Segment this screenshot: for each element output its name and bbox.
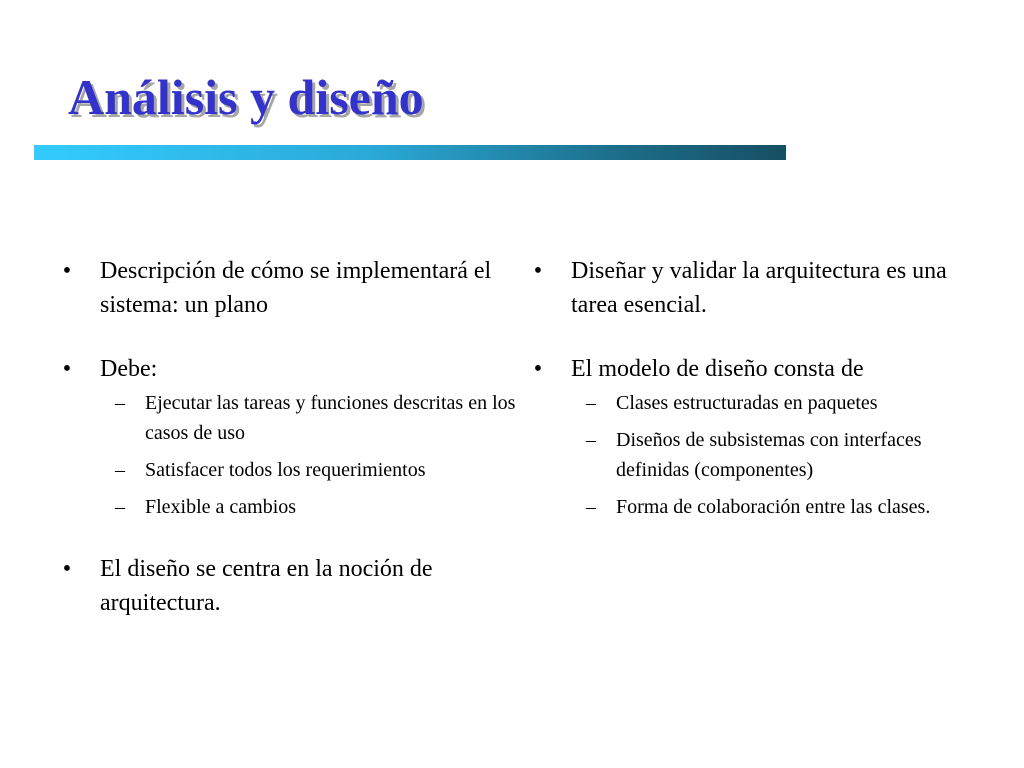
dash-icon: – bbox=[586, 392, 596, 414]
sub-bullet-item bbox=[571, 388, 968, 418]
sub-bullet-text: Ejecutar las tareas y funciones descritas en los casos de uso bbox=[145, 392, 516, 444]
bullet-icon: • bbox=[533, 258, 543, 284]
sub-bullet-item bbox=[571, 492, 968, 522]
bullet-item bbox=[528, 352, 968, 522]
sub-bullet-text: Satisfacer todos los requerimientos bbox=[145, 459, 426, 481]
slide-title: Análisis y diseño bbox=[68, 69, 424, 125]
sub-bullet-list bbox=[571, 388, 968, 522]
bullet-icon: • bbox=[62, 556, 72, 582]
title-underline-bar bbox=[34, 145, 786, 160]
dash-icon: – bbox=[586, 496, 596, 518]
bullet-text: Descripción de cómo se implementará el sistema: un plano bbox=[100, 258, 492, 318]
bullet-text: Diseñar y validar la arquitectura es una tarea esencial. bbox=[571, 258, 947, 318]
sub-bullet-text: Flexible a cambios bbox=[145, 496, 297, 518]
sub-bullet-item bbox=[100, 388, 517, 448]
bullet-icon: • bbox=[62, 356, 72, 382]
bullet-item bbox=[528, 254, 968, 322]
bullet-text: El diseño se centra en la noción de arquitectura. bbox=[100, 556, 433, 616]
bullet-item bbox=[57, 254, 517, 322]
bullet-item bbox=[57, 352, 517, 522]
bullet-item bbox=[57, 552, 517, 620]
bullet-text: Debe: bbox=[100, 356, 158, 382]
bullet-icon: • bbox=[62, 258, 72, 284]
dash-icon: – bbox=[115, 496, 125, 518]
bullet-text: El modelo de diseño consta de bbox=[571, 356, 864, 382]
dash-icon: – bbox=[586, 429, 596, 451]
sub-bullet-item bbox=[100, 492, 517, 522]
right-bullet-column bbox=[528, 254, 968, 552]
sub-bullet-text: Clases estructuradas en paquetes bbox=[616, 392, 878, 414]
dash-icon: – bbox=[115, 459, 125, 481]
sub-bullet-item bbox=[100, 455, 517, 485]
sub-bullet-list bbox=[100, 388, 517, 522]
bullet-icon: • bbox=[533, 356, 543, 382]
left-bullet-column bbox=[57, 254, 517, 650]
dash-icon: – bbox=[115, 392, 125, 414]
sub-bullet-text: Diseños de subsistemas con interfaces definidas (componentes) bbox=[616, 429, 922, 481]
sub-bullet-text: Forma de colaboración entre las clases. bbox=[616, 496, 931, 518]
sub-bullet-item bbox=[571, 425, 968, 485]
